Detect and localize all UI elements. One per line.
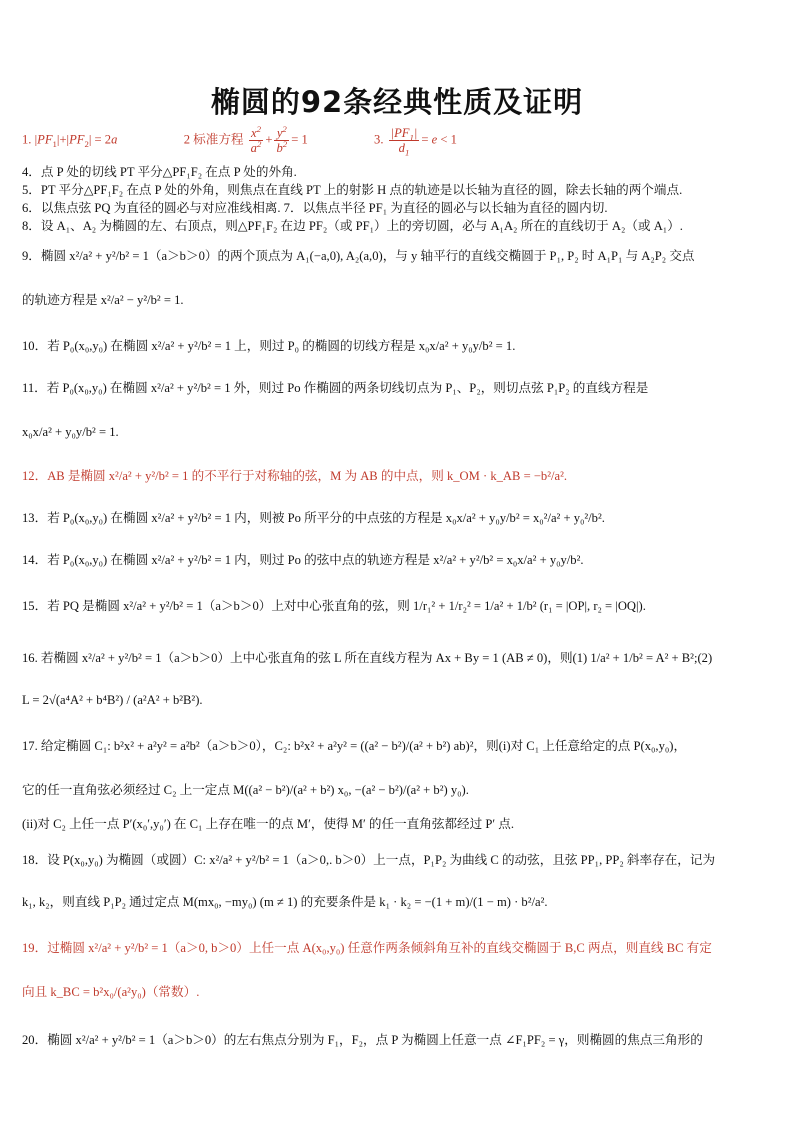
property-15: 15．若 PQ 是椭圆 x²/a² + y²/b² = 1（a＞b＞0）上对中心张直角的弦，则 1/r₁² + 1/r₂² = 1/a² + 1/b² (r₁ = |OP|, r₂ = |OQ|). <box>22 599 646 613</box>
property-1-3: 1. $|PF_1|+|PF_2| = 2a$ 2 标准方程 $\frac{x^2}{a^2}$ + $\frac{y^2}{b^2}$ = 1 3. $\frac{|PF_1|}{d_1}$ = e < 1 <box>22 123 457 158</box>
property-17-cont: 它的任一直角弦必须经过 C₂ 上一定点 M((a² − b²)/(a² + b²) x₀, −(a² − b²)/(a² + b²) y₀). <box>22 783 469 797</box>
page-title: 椭圆的92条经典性质及证明 <box>210 85 584 119</box>
property-11-cont: x₀x/a² + y₀y/b² = 1. <box>22 425 119 439</box>
property-18: 18．设 P(x₀,y₀) 为椭圆（或圆）C: x²/a² + y²/b² = 1（a＞0,. b＞0）上一点，P₁P₂ 为曲线 C 的动弦，且弦 PP₁, PP₂ 斜率存在，记为 <box>22 853 716 867</box>
property-17: 17. 给定椭圆 C₁: b²x² + a²y² = a²b²（a＞b＞0），C₂: b²x² + a²y² = ((a² − b²)/(a² + b²) ab)²，则(i)对 C₁ 上任意给定的点 P(x₀,y₀)， <box>22 739 687 753</box>
property-13: 13．若 P₀(x₀,y₀) 在椭圆 x²/a² + y²/b² = 1 内，则被 Po 所平分的中点弦的方程是 x₀x/a² + y₀y/b² = x₀²/a² + y₀²/b². <box>22 511 605 525</box>
property-11: 11．若 P₀(x₀,y₀) 在椭圆 x²/a² + y²/b² = 1 外，则过 Po 作椭圆的两条切线切点为 P₁、P₂，则切点弦 P₁P₂ 的直线方程是 <box>22 381 649 395</box>
property-6-7: 6．以焦点弦 PQ 为直径的圆必与对应准线相离. 7．以焦点半径 PF₁ 为直径的圆必与以长轴为直径的圆内切. <box>22 201 608 215</box>
property-14: 14．若 P₀(x₀,y₀) 在椭圆 x²/a² + y²/b² = 1 内，则过 Po 的弦中点的轨迹方程是 x²/a² + y²/b² = x₀x/a² + y₀y/b². <box>22 553 584 567</box>
property-18-cont: k₁, k₂，则直线 P₁P₂ 通过定点 M(mx₀, −my₀) (m ≠ 1) 的充要条件是 k₁ · k₂ = −(1 + m)/(1 − m) · b²/a². <box>22 895 548 909</box>
property-9: 9．椭圆 x²/a² + y²/b² = 1（a＞b＞0）的两个顶点为 A₁(−a,0), A₂(a,0)，与 y 轴平行的直线交椭圆于 P₁, P₂ 时 A₁P₁ 与 A₂P₂ 交点 <box>22 249 695 263</box>
property-4: 4．点 P 处的切线 PT 平分△PF₁F₂ 在点 P 处的外角. <box>22 165 297 179</box>
property-19-cont: 向且 k_BC = b²x₀/(a²y₀)（常数）. <box>22 985 200 999</box>
property-19: 19．过椭圆 x²/a² + y²/b² = 1（a＞0, b＞0）上任一点 A(x₀,y₀) 任意作两条倾斜角互补的直线交椭圆于 B,C 两点，则直线 BC 有定 <box>22 941 712 955</box>
property-9-cont: 的轨迹方程是 x²/a² − y²/b² = 1. <box>22 293 184 307</box>
property-20: 20．椭圆 x²/a² + y²/b² = 1（a＞b＞0）的左右焦点分别为 F₁，F₂，点 P 为椭圆上任意一点 ∠F₁PF₂ = γ，则椭圆的焦点三角形的 <box>22 1033 703 1047</box>
property-12: 12．AB 是椭圆 x²/a² + y²/b² = 1 的不平行于对称轴的弦，M 为 AB 的中点，则 k_OM · k_AB = −b²/a². <box>22 469 568 483</box>
property-16: 16. 若椭圆 x²/a² + y²/b² = 1（a＞b＞0）上中心张直角的弦 L 所在直线方程为 Ax + By = 1 (AB ≠ 0)，则(1) 1/a² + 1/b² = A² + B²;(2) <box>22 651 713 665</box>
property-17-ii: (ii)对 C₂ 上任一点 P′(x₀′,y₀′) 在 C₁ 上存在唯一的点 M′，使得 M′ 的任一直角弦都经过 P′ 点. <box>22 817 515 831</box>
property-8: 8．设 A₁、A₂ 为椭圆的左、右顶点，则△PF₁F₂ 在边 PF₂（或 PF₁）上的旁切圆，必与 A₁A₂ 所在的直线切于 A₂（或 A₁）. <box>22 219 683 233</box>
property-5: 5．PT 平分△PF₁F₂ 在点 P 处的外角，则焦点在直线 PT 上的射影 H 点的轨迹是以长轴为直径的圆，除去长轴的两个端点. <box>22 183 683 197</box>
property-16-cont: L = 2√(a⁴A² + b⁴B²) / (a²A² + b²B²). <box>22 693 203 707</box>
property-10: 10．若 P₀(x₀,y₀) 在椭圆 x²/a² + y²/b² = 1 上，则过 P₀ 的椭圆的切线方程是 x₀x/a² + y₀y/b² = 1. <box>22 339 516 353</box>
